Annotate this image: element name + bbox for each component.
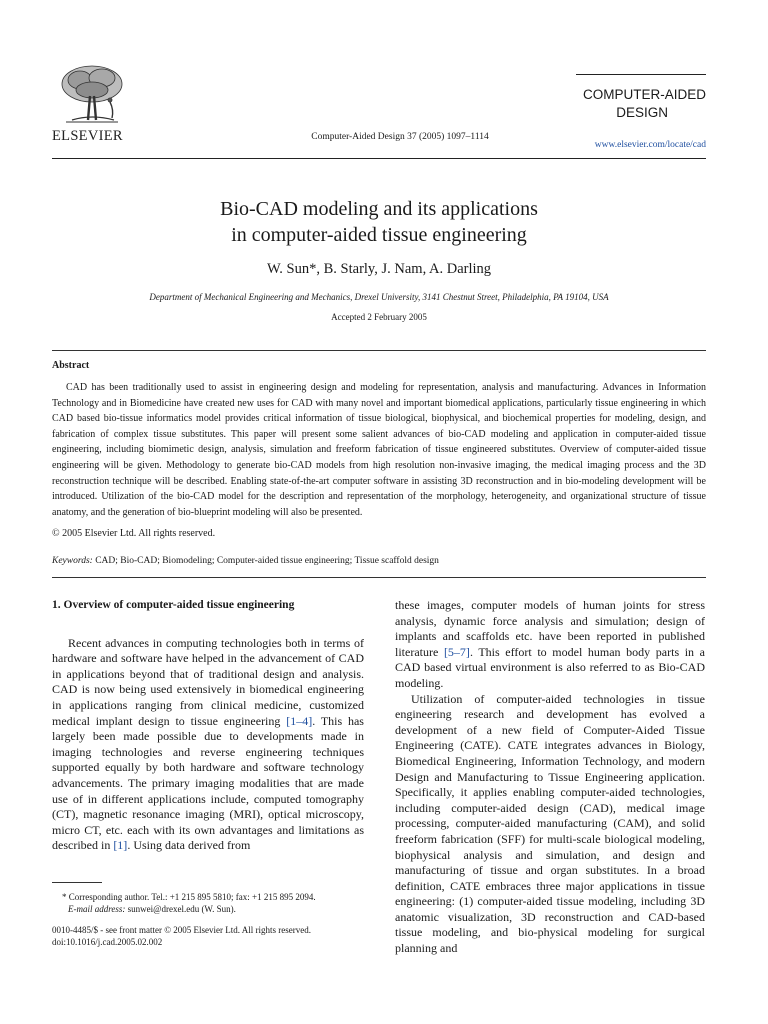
abstract-heading: Abstract <box>52 360 90 371</box>
journal-brand-line1: COMPUTER-AIDED <box>582 87 706 102</box>
left-p1-text-b: . This has largely been made possible due to developments made in imaging technologies and reverse engineering techniques supported equally by both hardware and software technology advancements. The primary imaging modalities that are made use of in different applications include, computed tomography (CT), magnetic resonance imaging (MRI), optical microscopy, micro CT, etc. each with its own advantages and limitations as described in <box>52 713 364 853</box>
title-line-2: in computer-aided tissue engineering <box>231 224 527 246</box>
right-paragraph-2: Utilization of computer-aided technologies in tissue engineering research and development has evolved a development of a new field of Computer-Aided Tissue Engineering (CATE). CATE integrates advances in Biology, Biomedical Engineering, Information Technology, and modern Design and Manufacturing to Tissue Engineering application. Specifically, it applies enabling computer-aided technologies, including computer-aided design (CAD), medical image processing, computer-aided manufacturing (CAM), and solid freeform fabrication (SFF) for multi-scale biological modeling, biophysical analysis and simulation, and design and manufacturing of tissue and organ substitutes. In a broad definition, CATE embraces three major applications in tissue engineering: (1) computer-aided tissue modeling, including 3D anatomic visualization, 3D reconstruction and CAD-based tissue modeling, and bio-physical modeling for surgical planning and <box>395 691 705 956</box>
header-divider <box>52 158 706 159</box>
author-list: W. Sun*, B. Starly, J. Nam, A. Darling <box>266 261 492 277</box>
left-column <box>52 598 364 854</box>
front-matter <box>52 924 364 948</box>
right-p1-text-a: these images, computer models of human joints for stress analysis, dynamic force analysis and simulation; design of implants and scaffolds etc. have been reported in published literature <box>395 598 705 659</box>
title-line-1: Bio-CAD modeling and its applications <box>220 198 538 220</box>
front-matter-line: 0010-4485/$ - see front matter © 2005 Elsevier Ltd. All rights reserved. <box>52 925 312 935</box>
journal-brand <box>546 86 706 122</box>
email-address: sunwei@drexel.edu (W. Sun). <box>127 904 236 914</box>
accepted-date: Accepted 2 February 2005 <box>331 312 427 322</box>
left-paragraph-1 <box>52 636 364 854</box>
journal-url-link[interactable]: www.elsevier.com/locate/cad <box>594 140 706 150</box>
footnote-divider <box>52 882 102 883</box>
corresponding-author-note: * Corresponding author. Tel.: +1 215 895 5810; fax: +1 215 895 2094. <box>62 892 316 902</box>
journal-citation: Computer-Aided Design 37 (2005) 1097–1114 <box>311 132 489 142</box>
publisher-name: ELSEVIER <box>52 128 123 144</box>
right-p1-text-b: . This effort to model human body parts in a CAD based virtual environment is also referred to as Bio-CAD modeling. <box>395 644 706 690</box>
brand-divider <box>576 74 706 75</box>
footnote <box>52 891 364 915</box>
abstract-top-divider <box>52 350 706 351</box>
email-line <box>52 903 364 915</box>
article-title <box>52 196 706 248</box>
keywords <box>52 556 439 566</box>
keywords-label: Keywords: <box>52 556 93 566</box>
reference-link-1-4[interactable]: [1–4] <box>286 713 313 728</box>
reference-link-5-7[interactable]: [5–7] <box>443 644 470 659</box>
abstract-text: CAD has been traditionally used to assist in engineering design and modeling for representation, analysis and manufacturing. Advances in Information Technology and in Biomedicine have created new uses for CAD with many novel and important biomedical applications, particularly tissue engineering in which CAD based bio-tissue informatics model provides critical information of tissue biological, biophysical, and biochemical properties for modeling, design, and fabrication of complex tissue substitutes. This paper will present some salient advances of bio-CAD modeling and application in computer-aided tissue engineering, including biomimetic design, analysis, simulation and freeform fabrication of tissue engineered substitutes. Overview of computer-aided tissue engineering will be given. Methodology to generate bio-CAD models from high resolution non-invasive imaging, the medical imaging process and the 3D reconstruction technique will be described. Enabling state-of-the-art computer software in assisting 3D reconstruction and in bio-modeling development will be introduced. Utilization of the bio-CAD model for the description and representation of the morphology, heterogeneity, and organizational structure of tissue anatomy, and the generation of bio-blueprint modeling will also be presented. <box>52 382 706 518</box>
left-p1-text-c: . Using data derived from <box>127 838 251 853</box>
keywords-list: CAD; Bio-CAD; Biomodeling; Computer-aided tissue engineering; Tissue scaffold design <box>95 556 439 566</box>
email-label: E-mail address: <box>68 904 126 914</box>
reference-link-1[interactable]: [1] <box>113 838 128 853</box>
abstract-bottom-divider <box>52 577 706 578</box>
right-column <box>395 598 705 957</box>
journal-brand-line2: DESIGN <box>616 105 668 120</box>
doi-line: doi:10.1016/j.cad.2005.02.002 <box>52 937 163 947</box>
affiliation: Department of Mechanical Engineering and Mechanics, Drexel University, 3141 Chestnut Street, Philadelphia, PA 19104, USA <box>149 292 609 302</box>
abstract-copyright: © 2005 Elsevier Ltd. All rights reserved. <box>52 528 216 539</box>
section-heading: 1. Overview of computer-aided tissue engineering <box>52 599 295 611</box>
elsevier-tree-logo-icon <box>52 62 132 128</box>
left-p1-text-a: Recent advances in computing technologies both in terms of hardware and software have helped in the advancement of CAD in applications beyond that of traditional design and analysis. CAD is now being used extensively in biomedical engineering in applications ranging from clinical medicine, customized medical implant design to tissue engineering <box>52 635 364 728</box>
right-paragraph-1 <box>395 598 705 692</box>
